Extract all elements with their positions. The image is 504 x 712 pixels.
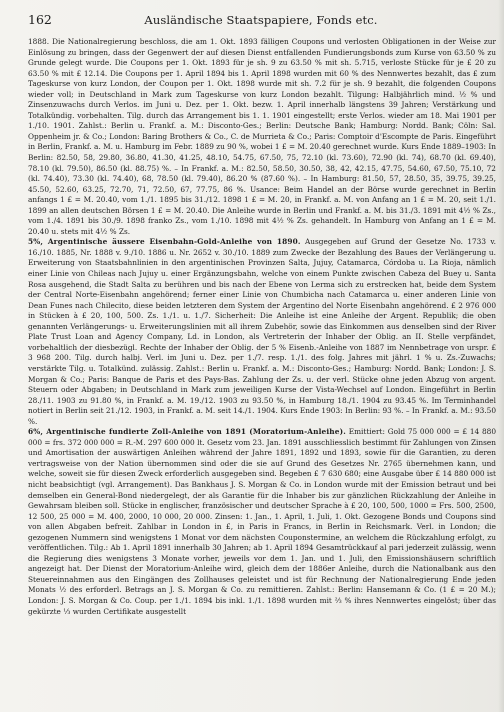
section-1 xyxy=(28,37,496,237)
section-2-text: Ausgegeben auf Grund der Gesetze No. 1733 v. 16./10. 1885, Nr. 1888 v. 9./10. 1886 u. Nr. 2652 v. 30./10. 1889 zum Zwecke der Bezahlung des Baues der Verlängerung u. Erweiterung von Staatsbahnlinien in den argentinischen Provinzen Salta, Jujuy, Catamarca, Córdoba u. La Rioja, nämlich einer Linie von Chileas nach Jujuy u. einer Ergänzungsbahn, welche von einem Punkte zwischen Cabeza del Buey u. Santa Rosa ausgehend, die Stadt Salta zu berühren und bis nach der Ebene von Lerma sich zu erstrecken hat, beide dem System der Central Norte-Eisenbahn angehörend; ferner einer Linie von Chumbicha nach Catamarca u. einer anderen Linie von Dean Funes nach Chilecito, diese beiden letzteren dem System der Argentino del Norte Eisenbahn angehörend. £ 2 976 000 in Stücken à £ 20, 100, 500. Zs. 1./1. u. 1./7. Sicherheit: Die Anleihe ist eine Anleihe der Argent. Republik; die oben genannten Verlängerungs- u. Erweiterungslinien mit all ihrem Zubehör, sowie das Einkommen aus denselben sind der River Plate Trust Loan and Agency Company, Ld. in London, als Vertreterin der Inhaber der Oblig. an II. Stelle verpfändet, vorbehaltlich der diesbezügl. Rechte der Inhaber der Oblig. der 5 % Eisenb.-Anleihe von 1887 im Nennbetrage von urspr. £ 3 968 200. Tilg. durch halbj. Verl. im Juni u. Dez. per 1./7. resp. 1./1. des folg. Jahres mit jährl. 1 % u. Zs.-Zuwachs; verstärkte Tilg. u. Totalkünd. zulässig. Zahlst.: Berlin u. Frankf. a. M.: Disconto-Ges.; Hamburg: Nordd. Bank; London: J. S. Morgan & Co.; Paris: Banque de Paris et des Pays-Bas. Zahlung der Zs. u. der verl. Stücke ohne jeden Abzug von argent. Steuern oder Abgaben; in Deutschland in Mark zum jeweiligen Kurse der Vista-Wechsel auf London. Eingeführt in Berlin 28./11. 1903 zu 91.80 %, in Frankf. a. M. 19./12. 1903 zu 93.50 %, in Hamburg 18./1. 1904 zu 93.45 %. Im Terminhandel notiert in Berlin seit 21./12. 1903, in Frankf. a. M. seit 14./1. 1904. Kurs Ende 1903: In Berlin: 93 %. – In Frankf. a. M.: 93.50 %. xyxy=(28,237,496,426)
page-body xyxy=(28,37,496,707)
section-3-text: Emittiert: Gold 75 000 000 = £ 14 880 000 = frs. 372 000 000 = R.-M. 297 600 000 lt. Gesetz vom 23. Jan. 1891 ausschliesslich bestimmt für Zahlungen von Zinsen und Amortisation der auswärtigen Anleihen während der Jahre 1891, 1892 und 1893, sowie für die Garantien, zu deren vertragsweise von der Nation übernommen sind oder die sie auf Grund des Gesetzes Nr. 2765 übernehmen kann, und welche, soweit sie für diesen Zweck erforderlich ausgegeben sind. Begeben £ 7 630 680; eine Ausgabe über £ 14 880 000 ist nicht beabsichtigt (vgl. Arrangement). Das Bankhaus J. S. Morgan & Co. in London wurde mit der Emission betraut und bei demselben ein General-Bond niedergelegt, der als Garantie für die Inhaber bis zur gänzlichen Rückzahlung der Anleihe in Gewahrsam bleiben soll. Stücke in englischer, französischer und deutscher Sprache à £ 20, 100, 500, 1000 = Frs. 500, 2500, 12 500, 25 000 = M. 400, 2000, 10 000, 20 000. Zinsen: 1. Jan., 1. April, 1. Juli, 1. Okt. Gezogene Bonds und Coupons sind von allen Abgaben befreit. Zahlbar in London in £, in Paris in Francs, in Berlin in Reichsmark. Verl. in London; die gezogenen Nummern sind wenigstens 1 Monat vor dem nächsten Couponstermine, an welchem die Rückzahlung erfolgt, zu veröffentlichen. Tilg.: Ab 1. April 1891 innerhalb 30 Jahren; ab 1. April 1894 Gesamtrückkauf al pari jederzeit zulässig, wenn die Regierung dies wenigstens 3 Monate vorher, jeweils vor dem 1. Jan. und 1. Juli, den Emissionshäusern schriftlich angezeigt hat. Der Dienst der Moratorium-Anleihe wird, gleich dem der 1886er Anleihe, durch die Nationalbank aus den Steuereinnahmen aus den Eingängen des Zollhauses geleistet und ist für Rechnung der Nationalregierung Ende jeden Monats ½ des erforderl. Betrags an J. S. Morgan & Co. zu remittieren. Zahlst.: Berlin: Hansemann & Co. (1 £ = 20 M.); London: J. S. Morgan & Co. Coup. per 1./1. 1894 bis inkl. 1./1. 1898 wurden mit ⅔ % ihres Nennwertes eingelöst; über das gekürzte ⅓ wurden Certifikate ausgestellt xyxy=(28,427,496,616)
page-number: 162 xyxy=(28,12,52,27)
page-edge-shadow xyxy=(498,0,504,712)
section-3-title: 6%, Argentinische fundierte Zoll-Anleihe von 1891 (Moratorium-Anleihe). xyxy=(28,427,346,437)
page-header xyxy=(28,12,494,28)
section-3 xyxy=(28,427,496,617)
section-2-title: 5%, Argentinische äussere Eisenbahn-Gold-Anleihe von 1890. xyxy=(28,237,301,247)
running-title: Ausländische Staatspapiere, Fonds etc. xyxy=(144,13,378,27)
section-1-text: 1888. Die Nationalregierung beschloss, die am 1. Okt. 1893 fälligen Coupons und verlosten Obligationen in der Weise zur Einlösung zu bringen, dass der Gegenwert der auf diesen Dienst entfallenden Fundierungsbonds zum Kurse von 63.50 % zu Grunde gelegt wurde. Die Coupons per 1. Okt. 1893 für je sh. 9 zu 63.50 % mit sh. 5.715, verloste Stücke für je £ 20 zu 63.50 % mit £ 12.14. Die Coupons per 1. April 1894 bis 1. April 1898 wurden mit 60 % des Nennwertes bezahlt, das £ zum Tageskurse von kurz London, der Coupon per 1. Okt. 1898 wurde mit sh. 7.2 für je sh. 9 bezahlt, die folgenden Coupons wieder voll; in Deutschland in Mark zum Tageskurse von kurz London bezahlt. Tilgung: Halbjährlich mind. ½ % und Zinsenzuwachs durch Verlos. im Juni u. Dez. per 1. Okt. bezw. 1. April innerhalb längstens 39 Jahren; Verstärkung und Totalkündig. vorbehalten. Tilg. durch das Arrangement bis 1. 1. 1901 eingestellt; erste Verlos. wieder am 18. Mai 1901 per 1./10. 1901. Zahlst.: Berlin u. Frankf. a. M.: Disconto-Ges.; Berlin: Deutsche Bank; Hamburg: Nordd. Bank; Cöln: Sal. Oppenheim jr. & Co.; London: Baring Brothers & Co., C. de Murrieta & Co.; Paris: Comptoir d'Escompte de Paris. Eingeführt in Berlin, Frankf. a. M. u. Hamburg im Febr. 1889 zu 90 %, wobei 1 £ = M. 20.40 gerechnet wurde. Kurs Ende 1889–1903: In Berlin: 82.50, 58, 29.80, 36.80, 41.30, 41.25, 48.10, 54.75, 67.50, 75, 72.10 (kl. 73.60), 72.90 (kl. 74), 68.70 (kl. 69.40), 78.10 (kl. 79.50), 86.50 (kl. 88.75) %. – In Frankf. a. M.: 82.50, 58.50, 30.50, 38, 42, 42.15, 47.75, 54.60, 67.50, 75.10, 72 (kl. 74.40), 73.30 (kl. 74.40), 68, 78.50 (kl. 79.40), 86.20 % (87.60 %). – In Hamburg: 81.50, 57, 28.50, 35, 39.75, 39.25, 45.50, 52.60, 63.25, 72.70, 71, 72.50, 67, 77.75, 86 %. Usance: Beim Handel an der Börse wurde gerechnet in Berlin anfangs 1 £ = M. 20.40, vom 1./1. 1895 bis 31./12. 1898 1 £ = M. 20, in Frankf. a. M. von Anfang an 1 £ = M. 20, seit 1./1. 1899 an allen deutschen Börsen 1 £ = M. 20.40. Die Anleihe wurde in Berlin und Frankf. a. M. bis 31./3. 1891 mit 4½ % Zs., vom 1./4. 1891 bis 30./9. 1898 franko Zs., vom 1./10. 1898 mit 4½ % Zs. gehandelt. In Hamburg von Anfang an 1 £ = M. 20.40 u. stets mit 4½ % Zs. xyxy=(28,37,496,236)
section-2 xyxy=(28,237,496,427)
